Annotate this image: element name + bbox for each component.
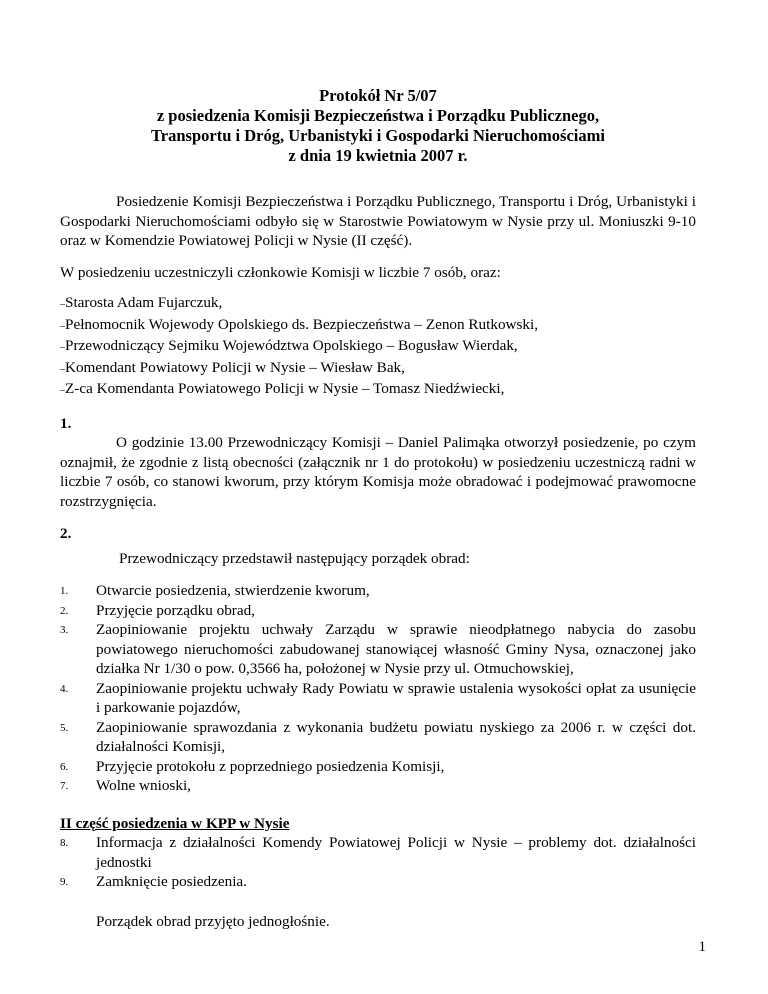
intro-paragraph: Posiedzenie Komisji Bezpieczeństwa i Porządku Publicznego, Transportu i Dróg, Urbanistyki i Gospodarki Nieruchomościami odbyło się w Starostwie Powiatowym w Nysie przy ul. Moniuszki 9-10 oraz w Komendzie Powiatowej Policji w Nysie (II część).	[60, 193, 696, 249]
attendee-list	[60, 293, 696, 401]
dash-bullet: –	[60, 299, 65, 310]
agenda-item: 7. Wolne wnioski,	[60, 777, 191, 794]
section-2-number: 2.	[60, 525, 72, 542]
attendee-item: –Przewodniczący Sejmiku Województwa Opolskiego – Bogusław Wierdak,	[60, 337, 518, 354]
page-number: 1	[698, 939, 706, 955]
part-2-heading: II część posiedzenia w KPP w Nysie	[60, 814, 290, 832]
attendee-item: –Starosta Adam Fujarczuk,	[60, 294, 223, 311]
agenda-item: 1. Otwarcie posiedzenia, stwierdzenie kworum,	[60, 582, 370, 599]
agenda-item: 5. Zaopiniowanie sprawozdania z wykonania budżetu powiatu nyskiego za 2006 r. w części dot. działalności Komisji,	[60, 718, 696, 755]
document-page	[60, 86, 696, 931]
agenda-list	[60, 581, 696, 796]
dash-bullet: –	[60, 342, 65, 353]
title-line-3: Transportu i Dróg, Urbanistyki i Gospodarki Nieruchomościami	[151, 126, 605, 145]
participants-intro: W posiedzeniu uczestniczyli członkowie Komisji w liczbie 7 osób, oraz:	[60, 263, 501, 281]
agenda-accepted-note: Porządek obrad przyjęto jednogłośnie.	[96, 912, 330, 930]
agenda-item: 4. Zaopiniowanie projektu uchwały Rady Powiatu w sprawie ustalenia wysokości opłat za usunięcie i parkowanie pojazdów,	[60, 679, 696, 716]
dash-bullet: –	[60, 320, 65, 332]
section-1-text: O godzinie 13.00 Przewodniczący Komisji – Daniel Palimąka otworzył posiedzenie, po czym oznajmił, że zgodnie z listą obecności (załącznik nr 1 do protokołu) w posiedzeniu uczestniczą radni w liczbie 7 osób, co stanowi kworum, przy którym Komisja może obradować i podejmować prawomocne rozstrzygnięcia.	[60, 434, 696, 510]
agenda-item: 6. Przyjęcie protokołu z poprzedniego posiedzenia Komisji,	[60, 757, 445, 775]
title-line-4: z dnia 19 kwietnia 2007 r.	[288, 146, 468, 165]
section-2-intro: Przewodniczący przedstawił następujący porządek obrad:	[119, 549, 470, 567]
attendee-item: –Pełnomocnik Wojewody Opolskiego ds. Bezpieczeństwa – Zenon Rutkowski,	[60, 315, 539, 333]
agenda-item: 9. Zamknięcie posiedzenia.	[60, 873, 247, 890]
section-1-number: 1.	[60, 414, 72, 432]
dash-bullet: –	[60, 385, 65, 396]
attendee-item: –Komendant Powiatowy Policji w Nysie – Wiesław Bak,	[60, 358, 405, 376]
agenda-part-2-list	[60, 833, 696, 892]
agenda-item: 8. Informacja z działalności Komendy Powiatowej Policji w Nysie – problemy dot. działalności jednostki	[60, 834, 696, 871]
document-title	[60, 86, 696, 166]
attendee-item: –Z-ca Komendanta Powiatowego Policji w Nysie – Tomasz Niedźwiecki,	[60, 380, 505, 397]
dash-bullet: –	[60, 363, 65, 375]
agenda-item: 2. Przyjęcie porządku obrad,	[60, 601, 255, 619]
agenda-item: 3. Zaopiniowanie projektu uchwały Zarządu w sprawie nieodpłatnego nabycia do zasobu powiatowego nieruchomości zabudowanej stanowiącej własność Gminy Nysa, oznaczonej jako działka Nr 1/30 o pow. 0,3566 ha, położonej w Nysie przy ul. Otmuchowskiej,	[60, 621, 696, 677]
title-line-1: Protokół Nr 5/07	[319, 86, 437, 105]
title-line-2: z posiedzenia Komisji Bezpieczeństwa i Porządku Publicznego,	[156, 106, 600, 125]
